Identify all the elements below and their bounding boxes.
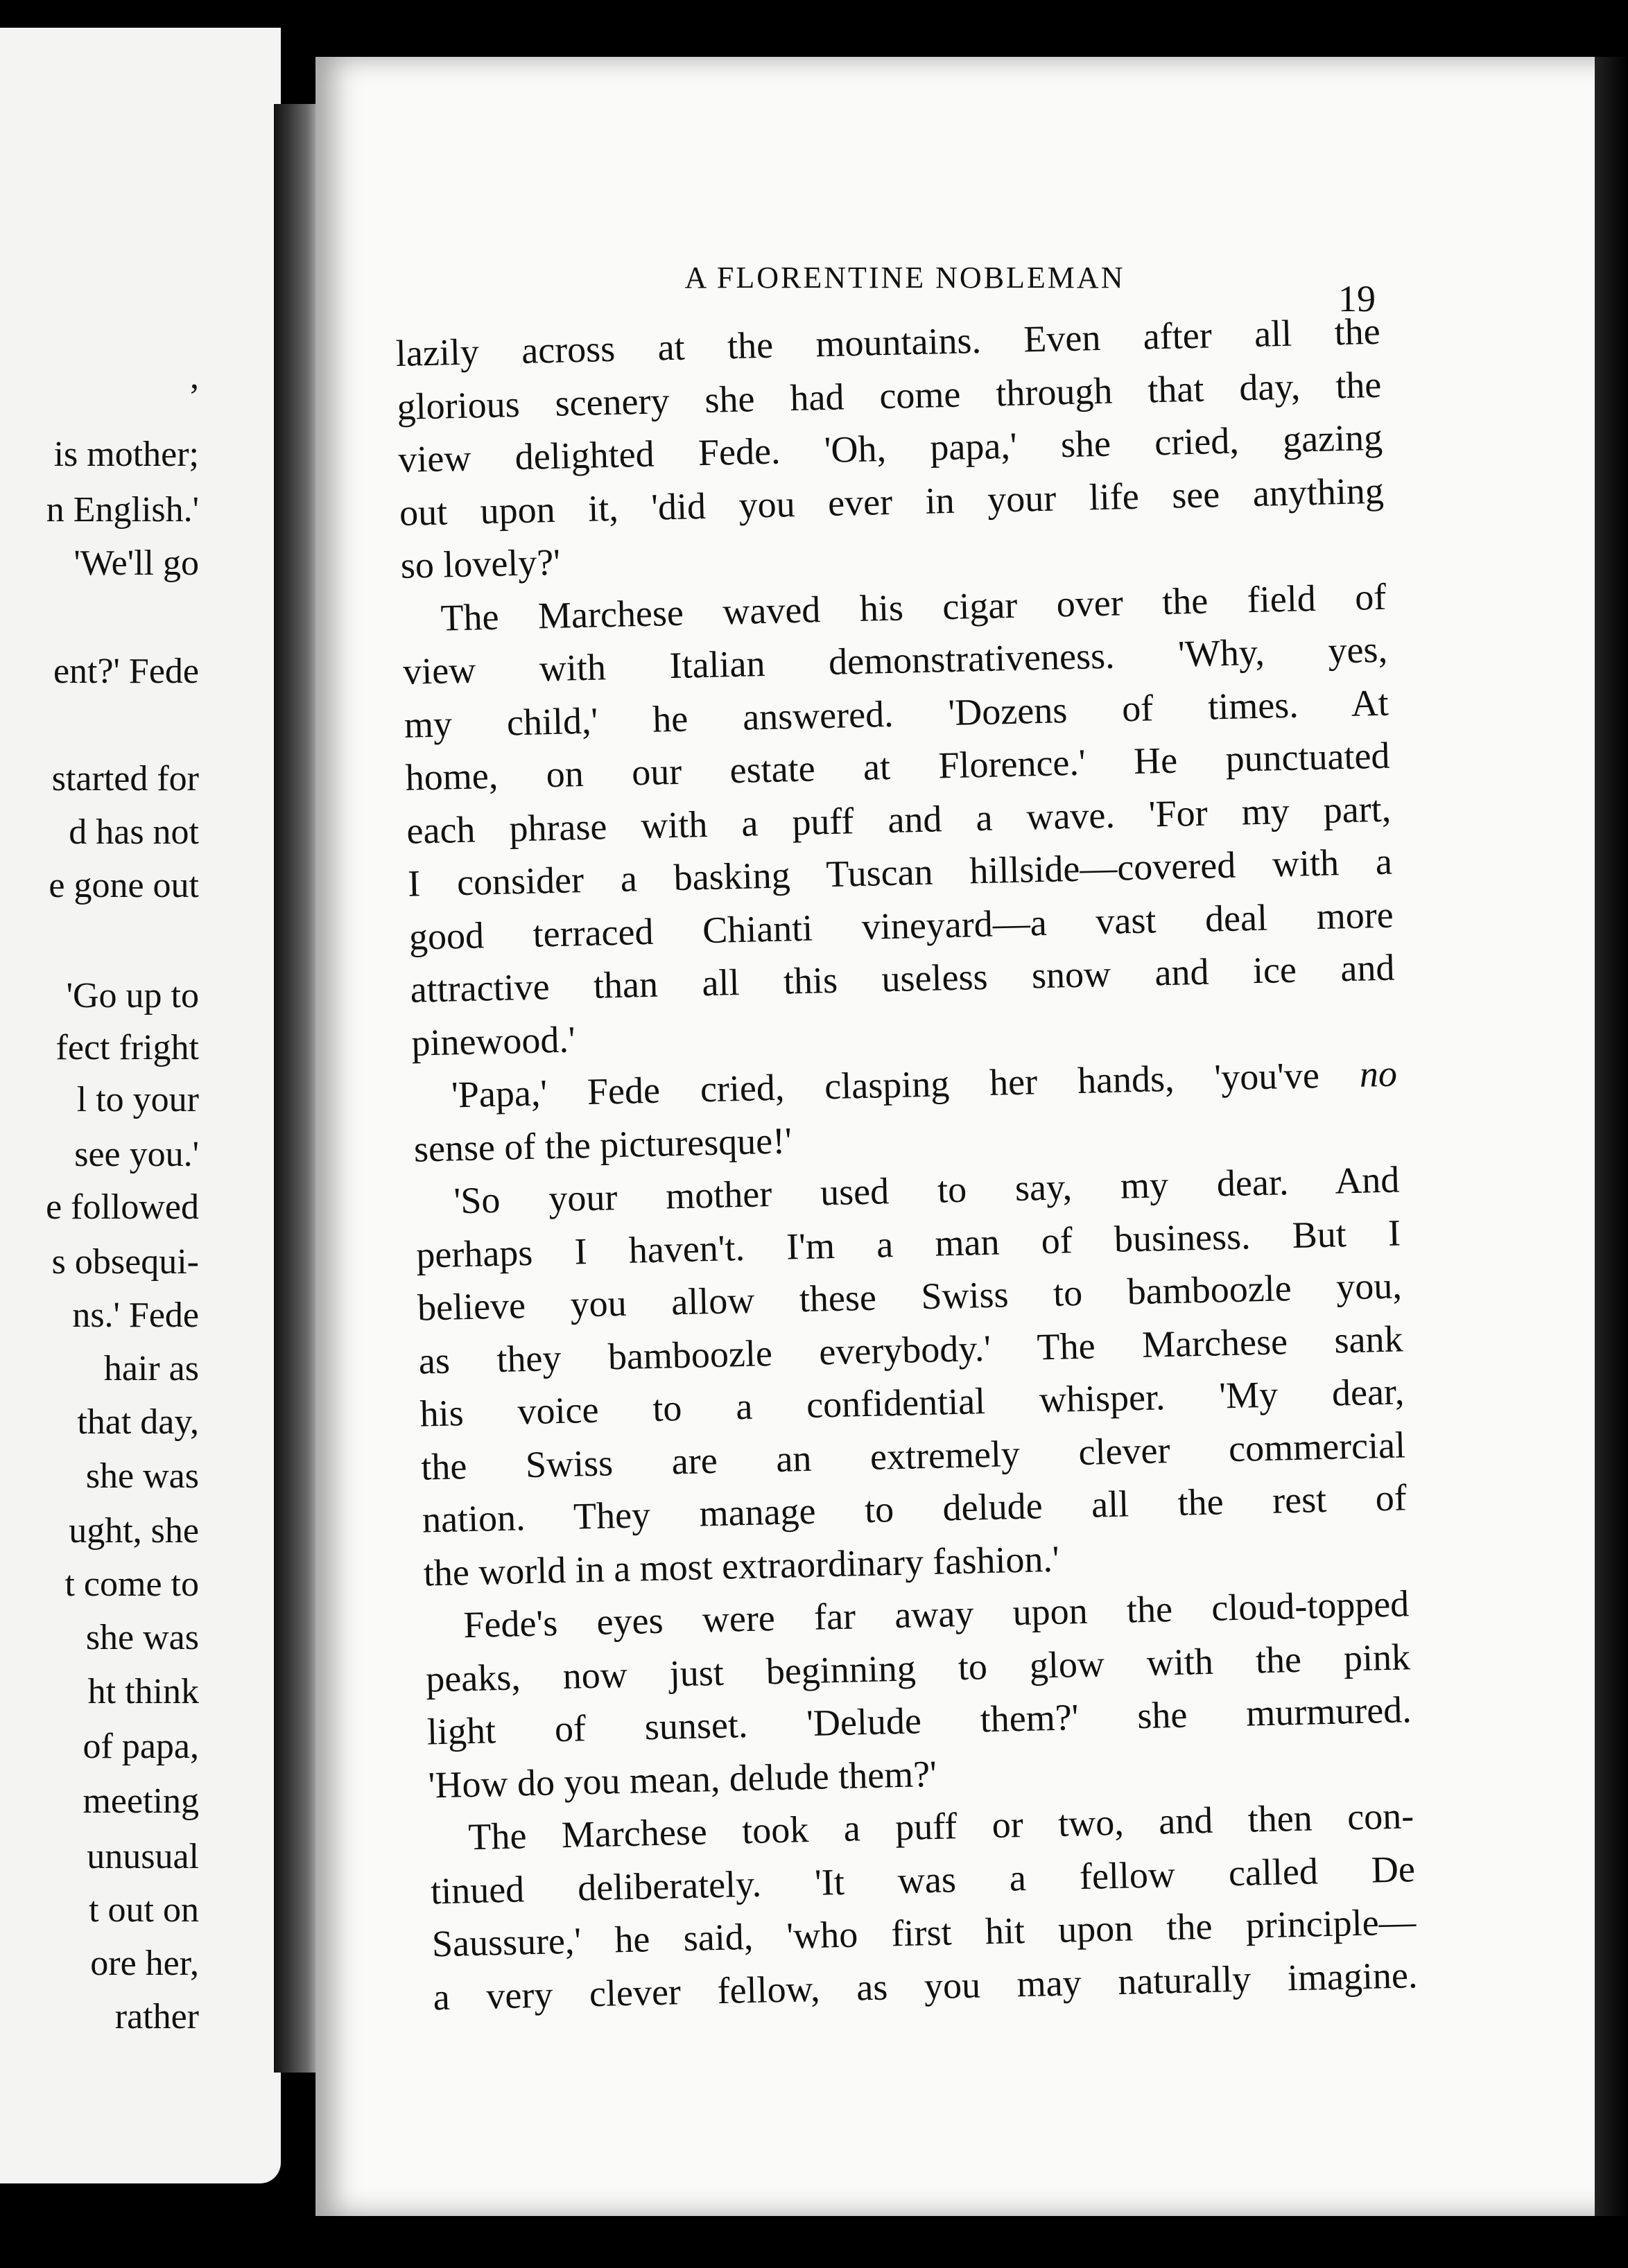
previous-page-line: ore her, [90, 1944, 199, 1983]
text-line: out upon it, 'did you ever in your life see anything [399, 469, 1385, 534]
previous-page-line: ught, she [69, 1511, 199, 1551]
text-line: home, on our estate at Florence.' He punctuated [405, 734, 1391, 799]
text-line: the Swiss are an extremely clever commercial [420, 1423, 1406, 1488]
text-line: perhaps I haven't. I'm a man of business. But I [415, 1211, 1401, 1276]
previous-page-line: ht think [87, 1671, 199, 1711]
text-line: a very clever fellow, as you may naturally imagine. [432, 1953, 1418, 2018]
previous-page-line: ns.' Fede [72, 1296, 199, 1336]
previous-page-line: she was [85, 1618, 199, 1658]
text-line: 'So your mother used to say, my dear. And [453, 1158, 1400, 1222]
previous-page-line: e gone out [49, 866, 199, 906]
previous-page-line: unusual [87, 1836, 199, 1876]
text-line: my child,' he answered. 'Dozens of times. At [404, 681, 1389, 746]
text-line: his voice to a confidential whisper. 'My dear, [419, 1370, 1405, 1435]
text-line: glorious scenery she had come through that day, the [396, 363, 1382, 428]
previous-page-line: 'We'll go [73, 543, 199, 583]
page-edge-shadow [1595, 57, 1628, 2216]
previous-page-line: 'Go up to [66, 975, 199, 1015]
previous-page-line: is mother; [53, 435, 199, 475]
text-line: I consider a basking Tuscan hillside—covered with a [407, 840, 1393, 905]
previous-page [0, 28, 281, 2183]
text-line: The Marchese waved his cigar over the field of [440, 575, 1387, 639]
previous-page-line: meeting [83, 1781, 199, 1822]
previous-page-line: hair as [103, 1349, 199, 1389]
text-line: believe you allow these Swiss to bamboozle you, [417, 1264, 1403, 1329]
previous-page-line: started for [51, 758, 199, 799]
text-line: 'How do you mean, delude them?' [428, 1752, 937, 1806]
text-line: The Marchese took a puff or two, and then con- [467, 1795, 1414, 1858]
previous-page-line: s obsequi- [51, 1241, 199, 1282]
text-line: the world in a most extraordinary fashion.' [423, 1537, 1060, 1594]
text-line: tinued deliberately. 'It was a fellow called De [430, 1847, 1416, 1912]
body-text [395, 305, 1418, 2024]
previous-page-line: of papa, [83, 1726, 199, 1766]
previous-page-line: t out on [89, 1890, 199, 1930]
text-line: lazily across at the mountains. Even after all the [395, 310, 1381, 374]
previous-page-line: t come to [64, 1564, 199, 1605]
text-line: Fede's eyes were far away upon the cloud-topped [462, 1582, 1410, 1646]
previous-page-line: , [190, 356, 199, 396]
previous-page-line: she was [85, 1456, 199, 1496]
text-line: Saussure,' he said, 'who first hit upon the principle— [431, 1901, 1417, 1965]
text-line: pinewood.' [410, 1018, 576, 1064]
text-line: good terraced Chianti vineyard—a vast deal more [408, 893, 1394, 958]
previous-page-line: fect fright [55, 1027, 199, 1067]
text-line: 'Papa,' Fede cried, clasping her hands, 'you've no [451, 1052, 1398, 1116]
previous-page-line: ent?' Fede [53, 652, 199, 692]
text-line: sense of the picturesque!' [413, 1119, 793, 1170]
text-line: nation. They manage to delude all the rest of [422, 1476, 1408, 1541]
previous-page-line: d has not [69, 812, 199, 852]
previous-page-line: l to your [76, 1080, 199, 1120]
previous-page-line: n English.' [46, 489, 199, 530]
previous-page-line: e followed [46, 1187, 199, 1227]
previous-page-line: rather [114, 1997, 199, 2037]
text-line: view with Italian demonstrativeness. 'Why, yes, [402, 628, 1388, 692]
previous-page-line: that day, [77, 1402, 199, 1442]
text-line: attractive than all this useless snow and ice and [410, 946, 1396, 1011]
text-line: view delighted Fede. 'Oh, papa,' she cried, gazing [397, 416, 1383, 480]
text-line: peaks, now just beginning to glow with the pink [425, 1635, 1411, 1700]
running-head: A FLORENTINE NOBLEMAN [684, 261, 1125, 295]
text-line: so lovely?' [400, 541, 561, 586]
previous-page-line: see you.' [74, 1135, 199, 1175]
page-number: 19 [1338, 278, 1376, 320]
italic-word: no [1359, 1052, 1398, 1095]
text-line: light of sunset. 'Delude them?' she murmured. [426, 1689, 1412, 1753]
text-line: as they bamboozle everybody.' The Marchese sank [418, 1317, 1404, 1382]
book-gutter-shadow [274, 104, 315, 2073]
text-line: each phrase with a puff and a wave. 'For my part, [406, 787, 1392, 852]
